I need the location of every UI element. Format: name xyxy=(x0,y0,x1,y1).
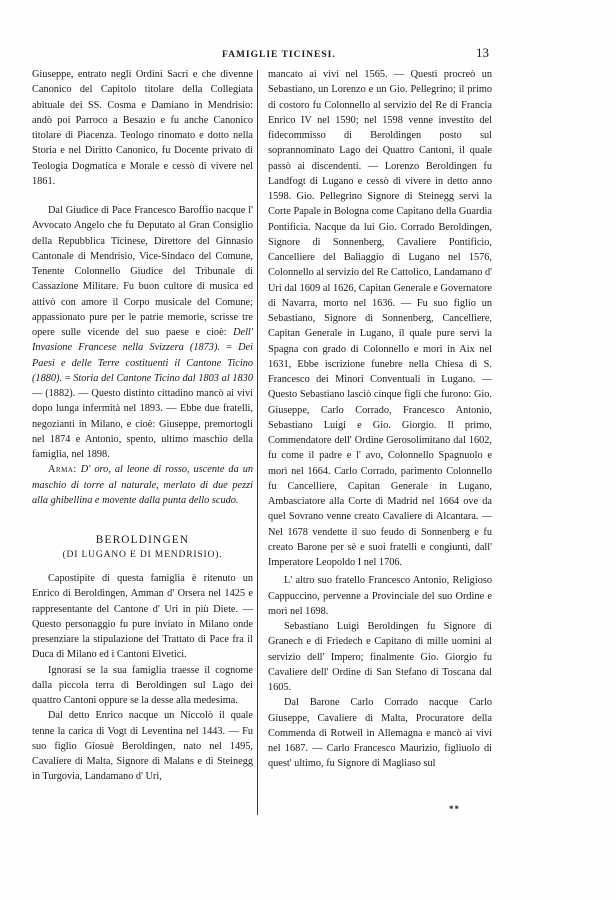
paragraph-carlo-giuseppe: Dal Barone Carlo Corrado nacque Carlo Giuseppe, Cavaliere di Malta, Procuratore della Commenda di Rotweil in Allemagna e mancò ai vivi nel 1687. — Carlo Francesco Maurizio, figliuolo di quest' ultimo, fu Signore di Magliaso sul xyxy=(268,697,492,770)
right-column xyxy=(268,67,492,772)
work-title-paesi: Dei Paesi e delle Terre costituenti il Cantone Ticino (1880). xyxy=(32,342,253,384)
angelo-text-end: — (1882). — Questo distinto cittadino mancò ai vivi dopo lunga infermità nel 1893. — Ebbe due fratelli, negozianti in Milano, e cioè: Giuseppe, premortogli nel 1874 e Antonio, spento, ultimo maschio della famiglia, nel 1898. xyxy=(32,388,253,460)
family-subheading: (DI LUGANO E DI MENDRISIO). xyxy=(62,549,223,560)
paragraph-beroldingen-lineage: mancato ai vivi nel 1565. — Questi procreò un Sebastiano, un Lorenzo e un Gio. Pellegrino; il primo di costoro fu Colonnello al servizio del Re di Francia Enrico IV nel 1590; nel 1598 venne investito del fidecommisso di Beroldingen posto sul soprannominato Lago dei Quattro Cantoni, il quale passò ai discendenti. — Lorenzo Beroldingen fu Landfogt di Lugano e cessò di vivere in detto anno 1598. Gio. Pellegrino Signore di Steinegg servì la Corte Papale in Bologna come Capitano della Guardia Pontificia. Nacque da lui Gio. Corrado Beroldingen, Signore di Sonnenberg, Cavaliere Pontificio, Cancelliere del Baliaggio di Lugano nel 1576, Colonnello al servizio del Re Cattolico, Landamano d' Uri dal 1609 al 1626, Capitan Generale e Governatore di Navarra, morto nel 1636. — Fu suo figlio un Sebastiano, Signore di Sonnenberg, Cancelliere, Capitan Generale in Lugano, il quale pure servì la Spagna con grado di Colonnello e morì in Aix nel 1631, Ebbe iscrizione funebre nella Chiesa di S. Francesco dei Minori Conventuali in Lugano. — Questo Sebastiano lasciò cinque figli che furono: Gio. Giuseppe, Carlo Corrado, Francesco Antonio, Sebastiano Luigi e Gio. Giorgio. Il primo, Commendatore dell' Ordine Gerosolimitano dal 1602, fu come il padre e l' avo, Colonnello Spagnuolo e morì nel 1664. Carlo Corrado, parimento Colonnello fu Cancelliere, Capitan Generale in Lugano, Ambasciatore alla Corte di Madrid nel 1664 ove da quel Sovrano venne creato Cavaliere di Alcantara. — Nel 1678 vendette il suo feudo di Sonnenberg e fu creato Barone per sè e suoi fratelli e congiunti, dall' Imperatore Leopoldo I nel 1706. xyxy=(268,69,492,568)
paragraph-baroffio-angelo xyxy=(32,203,253,462)
work-title-storia: Storia del Cantone Ticino dal 1803 al 1830 xyxy=(73,372,253,384)
paragraph-arma xyxy=(32,462,253,508)
page-number: 13 xyxy=(476,45,489,60)
angelo-text: Dal Giudice di Pace Francesco Baroffio nacque l' Avvocato Angelo che fu Deputato al Gran Consiglio della Repubblica Ticinese, Direttore del Ginnasio Cantonale di Mendrisio, Vice-Sindaco del Comune, Tenente Colonnello Giudice del Tribunale di Cassazione Militare. Fu buon cultore di musica ed attivò con amore il Corpo musicale del Comune; appassionato pure per le patrie memorie, scrisse tre opere sulle vicende del suo paese e cioè: xyxy=(32,205,253,338)
paragraph-baroffio-giuseppe: Giuseppe, entrato negli Ordini Sacri e che divenne Canonico del Capitolo titolare della Collegiata abituale dei SS. Cosma e Damiano in Mendrisio: andò poi Parroco a Besazio e fu anche Canonico titolare di Piacenza. Teologo rinomato e dotto nella Storia e nel Diritto Canonico, fu Docente privato di Teologia Dogmatica e Morale e cessò di vivere nel 1861. xyxy=(32,69,253,187)
column-divider xyxy=(257,70,258,815)
paragraph-capostipite: Capostipite di questa famiglia è ritenuto un Enrico di Beroldingen, Amman d' Orsera nel 1425 e rappresentante del Cantone d' Uri in più Diete. — Questo personaggio fu pure inviato in Milano onde presenziare la stipulazione del Trattato di Pace fra il Duca di Milano ed i Cantoni Elvetici. xyxy=(32,573,253,661)
paragraph-francesco-antonio: L' altro suo fratello Francesco Antonio, Religioso Cappuccino, pervenne a Provinciale del suo Ordine e morì nel 1698. xyxy=(268,575,492,617)
left-column xyxy=(32,67,253,785)
paragraph-ignorasi: Ignorasi se la sua famiglia traesse il cognome dalla piccola terra di Beroldingen sul Lago dei quattro Cantoni oppure se la desse alla medesima. xyxy=(32,664,253,706)
signature-mark: ** xyxy=(449,804,460,814)
separator: = xyxy=(62,372,74,384)
arma-label: Arma: xyxy=(48,464,77,476)
arma-blazon: D' oro, al leone di rosso, uscente da un maschio di torre al naturale, merlato di due pezzi alla ghibellina e movente dalla punta dello scudo. xyxy=(32,464,253,506)
paragraph-sebastiano-luigi: Sebastiano Luigi Beroldingen fu Signore di Granech e di Friedech e Capitano di mille uomini al servizio dell' Impero; finalmente Gio. Giorgio fu Cavaliere dell' Ordine di San Stefano di Toscana dal 1605. xyxy=(268,621,492,693)
family-heading: BEROLDINGEN xyxy=(95,534,190,546)
running-head: FAMIGLIE TICINESI. xyxy=(222,50,336,60)
separator: = xyxy=(219,342,239,354)
work-title-invasione: Dell' Invasione Francese nella Svizzera (1873). xyxy=(32,327,253,354)
paragraph-enrico: Dal detto Enrico nacque un Niccolò il quale tenne la carica di Vogt di Leventina nel 1443. — Fu suo figlio Giosuè Beroldingen, nato nel 1495, Cavaliere di Malta, Signore di Malans e di Steinegg in Turgovia, Landamano d' Uri, xyxy=(32,710,253,783)
